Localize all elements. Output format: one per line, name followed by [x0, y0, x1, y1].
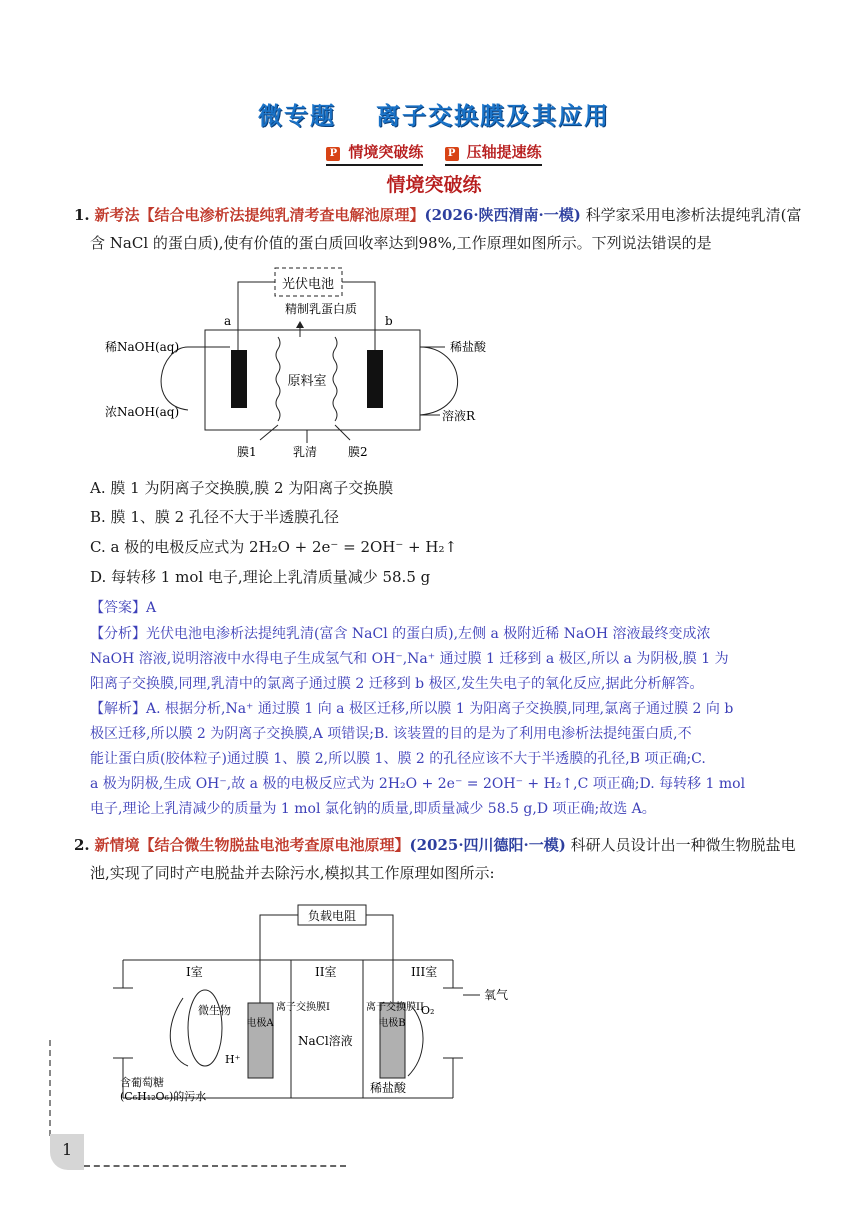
q1-stem-2: 含 NaCl 的蛋白质),使有价值的蛋白质回收率达到98%,工作原理如图所示。下列说法错误的是	[90, 234, 712, 252]
question-text: 科学家采用电渗析法提纯乳清(富	[585, 206, 802, 224]
q1-stem	[74, 202, 814, 228]
q2-stem-2: 池,实现了同时产电脱盐并去除污水,模拟其工作原理如图所示:	[90, 864, 495, 882]
battery-label: 光伏电池	[281, 277, 335, 292]
sewage-label-1: 含葡萄糖	[120, 1076, 164, 1089]
microbial-cell-diagram	[108, 898, 528, 1113]
acid-label: 稀盐酸	[370, 1081, 407, 1095]
option-a[interactable]: A. 膜 1 为阴离子交换膜,膜 2 为阳离子交换膜	[90, 479, 394, 497]
footer-divider	[84, 1165, 346, 1167]
mem1-pointer	[260, 425, 278, 440]
title-topic: 微专题	[258, 102, 336, 130]
right-flow	[420, 347, 458, 415]
explanation-line-1: 【解析】A. 根据分析,Na⁺ 通过膜 1 向 a 极区迁移,所以膜 1 为阳离子交换膜,同理,氯离子通过膜 2 向 b	[90, 701, 734, 717]
right-in-label: 稀盐酸	[450, 340, 487, 354]
arrow-head	[296, 321, 304, 328]
electrode-a	[231, 350, 247, 408]
electrodialysis-diagram	[100, 265, 510, 465]
microbe-label	[198, 1003, 231, 1017]
wire-b	[342, 282, 375, 350]
top-product-label: 精制乳蛋白质	[285, 302, 358, 316]
right-out-label: 溶液R	[442, 409, 476, 423]
wire-right	[366, 915, 393, 1003]
title-subject: 离子交换膜及其应用	[376, 102, 610, 130]
electrode-b	[380, 1003, 405, 1078]
hplus-label: H⁺	[225, 1053, 241, 1066]
analysis-line-2: NaOH 溶液,说明溶液中水得电子生成氢气和 OH⁻,Na⁺ 通过膜 1 迁移到 a 极区,所以 a 为阴极,膜 1 为	[90, 651, 729, 667]
section-nav	[0, 141, 868, 166]
question-tag: 新情境	[94, 836, 140, 854]
option-b[interactable]: B. 膜 1、膜 2 孔径不大于半透膜孔径	[90, 508, 339, 526]
label-a: a	[224, 314, 232, 328]
oxygen-label: 氧气	[484, 988, 509, 1002]
nav-link-context[interactable]	[326, 141, 423, 166]
analysis-line-1: 【分析】光伏电池电渗析法提纯乳清(富含 NaCl 的蛋白质),左侧 a 极附近稀 NaOH 溶液最终变成浓	[90, 626, 711, 642]
section-heading: 情境突破练	[386, 174, 482, 196]
mem2-pointer	[335, 425, 350, 440]
electrode-b	[367, 350, 383, 408]
q2-stem	[74, 832, 814, 858]
nav-link-final[interactable]	[445, 141, 542, 166]
nav-label: 情境突破练	[348, 143, 424, 161]
nacl-label: NaCl溶液	[298, 1034, 353, 1048]
analysis-line-3: 阳离子交换膜,同理,乳清中的氯离子通过膜 2 迁移到 b 极区,发生失电子的氧化反应,据此分析解答。	[90, 676, 704, 692]
question-number: 2.	[74, 836, 90, 854]
room1-label: I室	[186, 965, 203, 979]
bookmark-icon: P	[445, 147, 459, 161]
page-title	[0, 96, 868, 131]
membrane-1	[276, 337, 280, 421]
center-chamber-label: 原料室	[287, 374, 327, 389]
bookmark-icon: P	[326, 147, 340, 161]
sewage-label-2: (C₆H₁₂O₆)的污水	[120, 1090, 207, 1103]
explanation-line-4: a 极为阴极,生成 OH⁻,故 a 极的电极反应式为 2H₂O + 2e⁻ = 2OH⁻ + H₂↑,C 项正确;D. 每转移 1 mol	[90, 776, 746, 792]
question-source: (2026·陕西渭南·一模)	[424, 206, 581, 224]
electrode-a	[248, 1003, 273, 1078]
microbe-arrow	[170, 998, 188, 1066]
room3-label: III室	[411, 965, 438, 979]
question-tag: 新考法	[94, 206, 140, 224]
left-flow	[161, 347, 188, 410]
question-source: (2025·四川德阳·一模)	[409, 836, 566, 854]
room2-label: II室	[315, 965, 337, 979]
membrane-2	[333, 337, 337, 421]
load-label: 负载电阻	[307, 909, 357, 923]
membrane-2-label: 离子交换膜II	[366, 1002, 424, 1013]
question-topic: 【结合电渗析法提纯乳清考查电解池原理】	[139, 206, 425, 224]
question-topic: 【结合微生物脱盐电池考查原电池原理】	[139, 836, 410, 854]
page-number: 1	[62, 1140, 73, 1159]
wire-left	[260, 915, 298, 1003]
question-number: 1.	[74, 206, 90, 224]
option-c[interactable]: C. a 极的电极反应式为 2H₂O + 2e⁻ = 2OH⁻ + H₂↑	[90, 538, 458, 556]
question-text: 科研人员设计出一种微生物脱盐电	[570, 836, 796, 854]
microbe-text: 微生物	[198, 1004, 231, 1017]
option-d[interactable]: D. 每转移 1 mol 电子,理论上乳清质量减少 58.5 g	[90, 568, 431, 586]
cathode-arrow	[408, 1008, 423, 1076]
whey-label: 乳清	[293, 445, 318, 459]
o2-label: O₂	[421, 1004, 435, 1017]
mem1-label: 膜1	[237, 445, 257, 459]
explanation-line-5: 电子,理论上乳清减少的质量为 1 mol 氯化钠的质量,即质量减少 58.5 g,D 项正确;故选 A。	[90, 801, 656, 817]
mem2-label: 膜2	[348, 445, 368, 459]
microbe-ellipse	[188, 990, 222, 1066]
answer-line: 【答案】A	[90, 600, 157, 616]
electrode-b-label: 电极B	[378, 1018, 406, 1029]
explanation-line-3: 能让蛋白质(胶体粒子)通过膜 1、膜 2,所以膜 1、膜 2 的孔径应该不大于半透膜的孔径,B 项正确;C.	[90, 751, 706, 767]
left-out-label: 浓NaOH(aq)	[105, 405, 180, 419]
membrane-1-label: 离子交换膜I	[276, 1002, 330, 1013]
electrode-a-label: 电极A	[246, 1018, 274, 1029]
label-b: b	[385, 314, 393, 328]
wire-a	[238, 282, 275, 350]
nav-label: 压轴提速练	[466, 143, 542, 161]
margin-dash	[49, 1040, 51, 1136]
explanation-line-2: 极区迁移,所以膜 2 为阴离子交换膜,A 项错误;B. 该装置的目的是为了利用电渗析法提纯蛋白质,不	[90, 726, 692, 742]
left-in-label: 稀NaOH(aq)	[105, 340, 180, 354]
